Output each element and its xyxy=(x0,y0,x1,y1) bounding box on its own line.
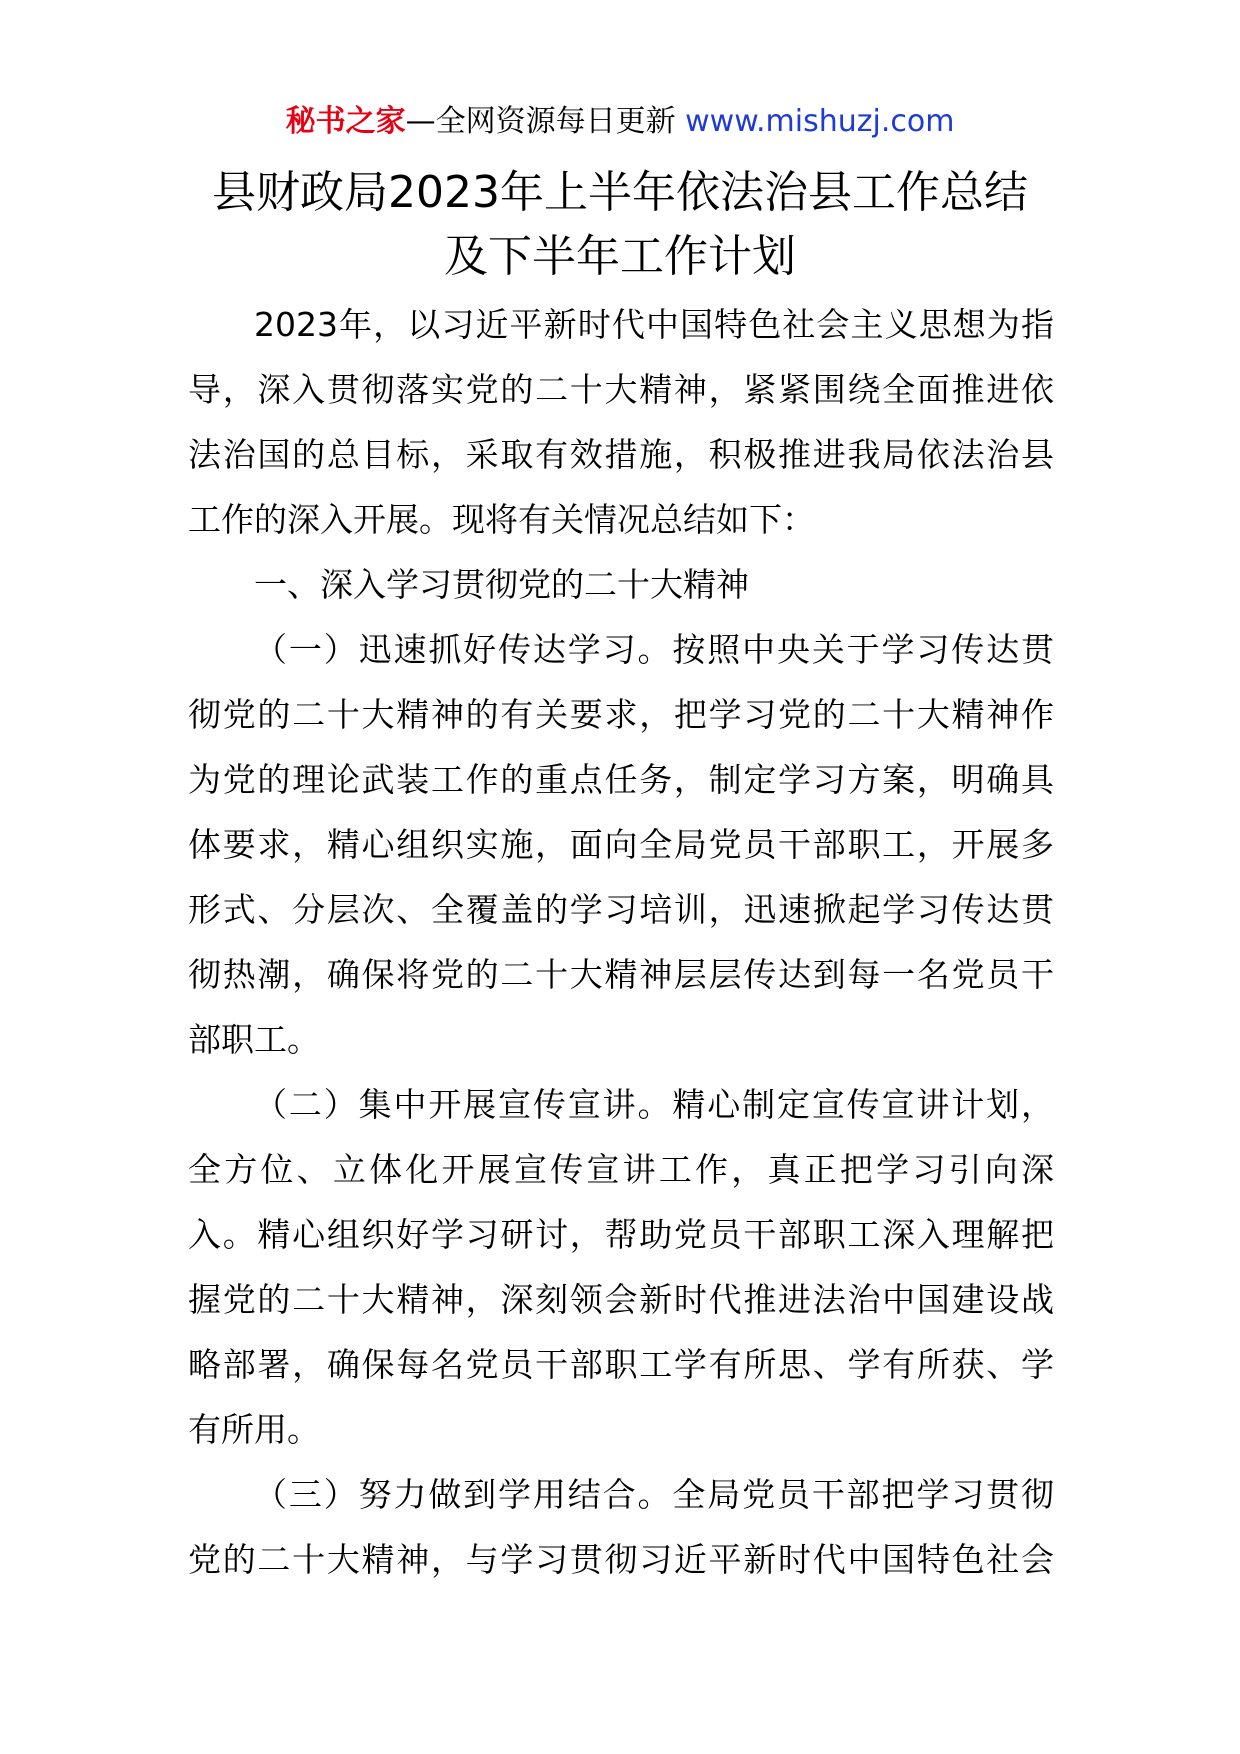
paragraph-line: 形式、分层次、全覆盖的学习培训，迅速掀起学习传达贯 xyxy=(188,890,1054,929)
paragraph-line: 彻党的二十大精神的有关要求，把学习党的二十大精神作 xyxy=(188,695,1054,734)
section-heading: 一、深入学习贯彻党的二十大精神 xyxy=(254,565,749,604)
document-title-line-2: 及下半年工作计划 xyxy=(444,231,796,282)
paragraph-line: 为党的理论武装工作的重点任务，制定学习方案，明确具 xyxy=(188,760,1054,799)
paragraph-line: 略部署，确保每名党员干部职工学有所思、学有所获、学 xyxy=(188,1345,1054,1384)
paragraph-line: （一）迅速抓好传达学习。按照中央关于学习传达贯 xyxy=(254,630,1054,669)
document-body xyxy=(188,292,1054,1592)
paragraph-line: 工作的深入开展。现将有关情况总结如下： xyxy=(188,500,815,539)
document-title-line-1: 县财政局2023年上半年依法治县工作总结 xyxy=(212,167,1028,218)
paragraph-line: 有所用。 xyxy=(188,1410,320,1449)
paragraph-line: 党的二十大精神，与学习贯彻习近平新时代中国特色社会 xyxy=(188,1540,1054,1579)
paragraph-line: 握党的二十大精神，深刻领会新时代推进法治中国建设战 xyxy=(188,1280,1054,1319)
header-tagline: —全网资源每日更新 xyxy=(405,104,676,139)
paragraph-line: 导，深入贯彻落实党的二十大精神，紧紧围绕全面推进依 xyxy=(188,370,1054,409)
paragraph-line: 彻热潮，确保将党的二十大精神层层传达到每一名党员干 xyxy=(188,955,1054,994)
brand-name: 秘书之家 xyxy=(285,104,406,139)
site-url-link[interactable]: www.mishuzj.com xyxy=(685,104,955,139)
paragraph-line: （三）努力做到学用结合。全局党员干部把学习贯彻 xyxy=(254,1475,1054,1514)
paragraph-line: 法治国的总目标，采取有效措施，积极推进我局依法治县 xyxy=(188,435,1054,474)
paragraph-line: 入。精心组织好学习研讨，帮助党员干部职工深入理解把 xyxy=(188,1215,1054,1254)
paragraph-line: 体要求，精心组织实施，面向全局党员干部职工，开展多 xyxy=(188,825,1054,864)
paragraph-line: 部职工。 xyxy=(188,1020,320,1059)
paragraph-line: 全方位、立体化开展宣传宣讲工作，真正把学习引向深 xyxy=(188,1150,1054,1189)
paragraph-line: （二）集中开展宣传宣讲。精心制定宣传宣讲计划， xyxy=(254,1085,1054,1124)
paragraph-line: 2023年，以习近平新时代中国特色社会主义思想为指 xyxy=(254,305,1054,344)
site-header xyxy=(0,102,1240,142)
